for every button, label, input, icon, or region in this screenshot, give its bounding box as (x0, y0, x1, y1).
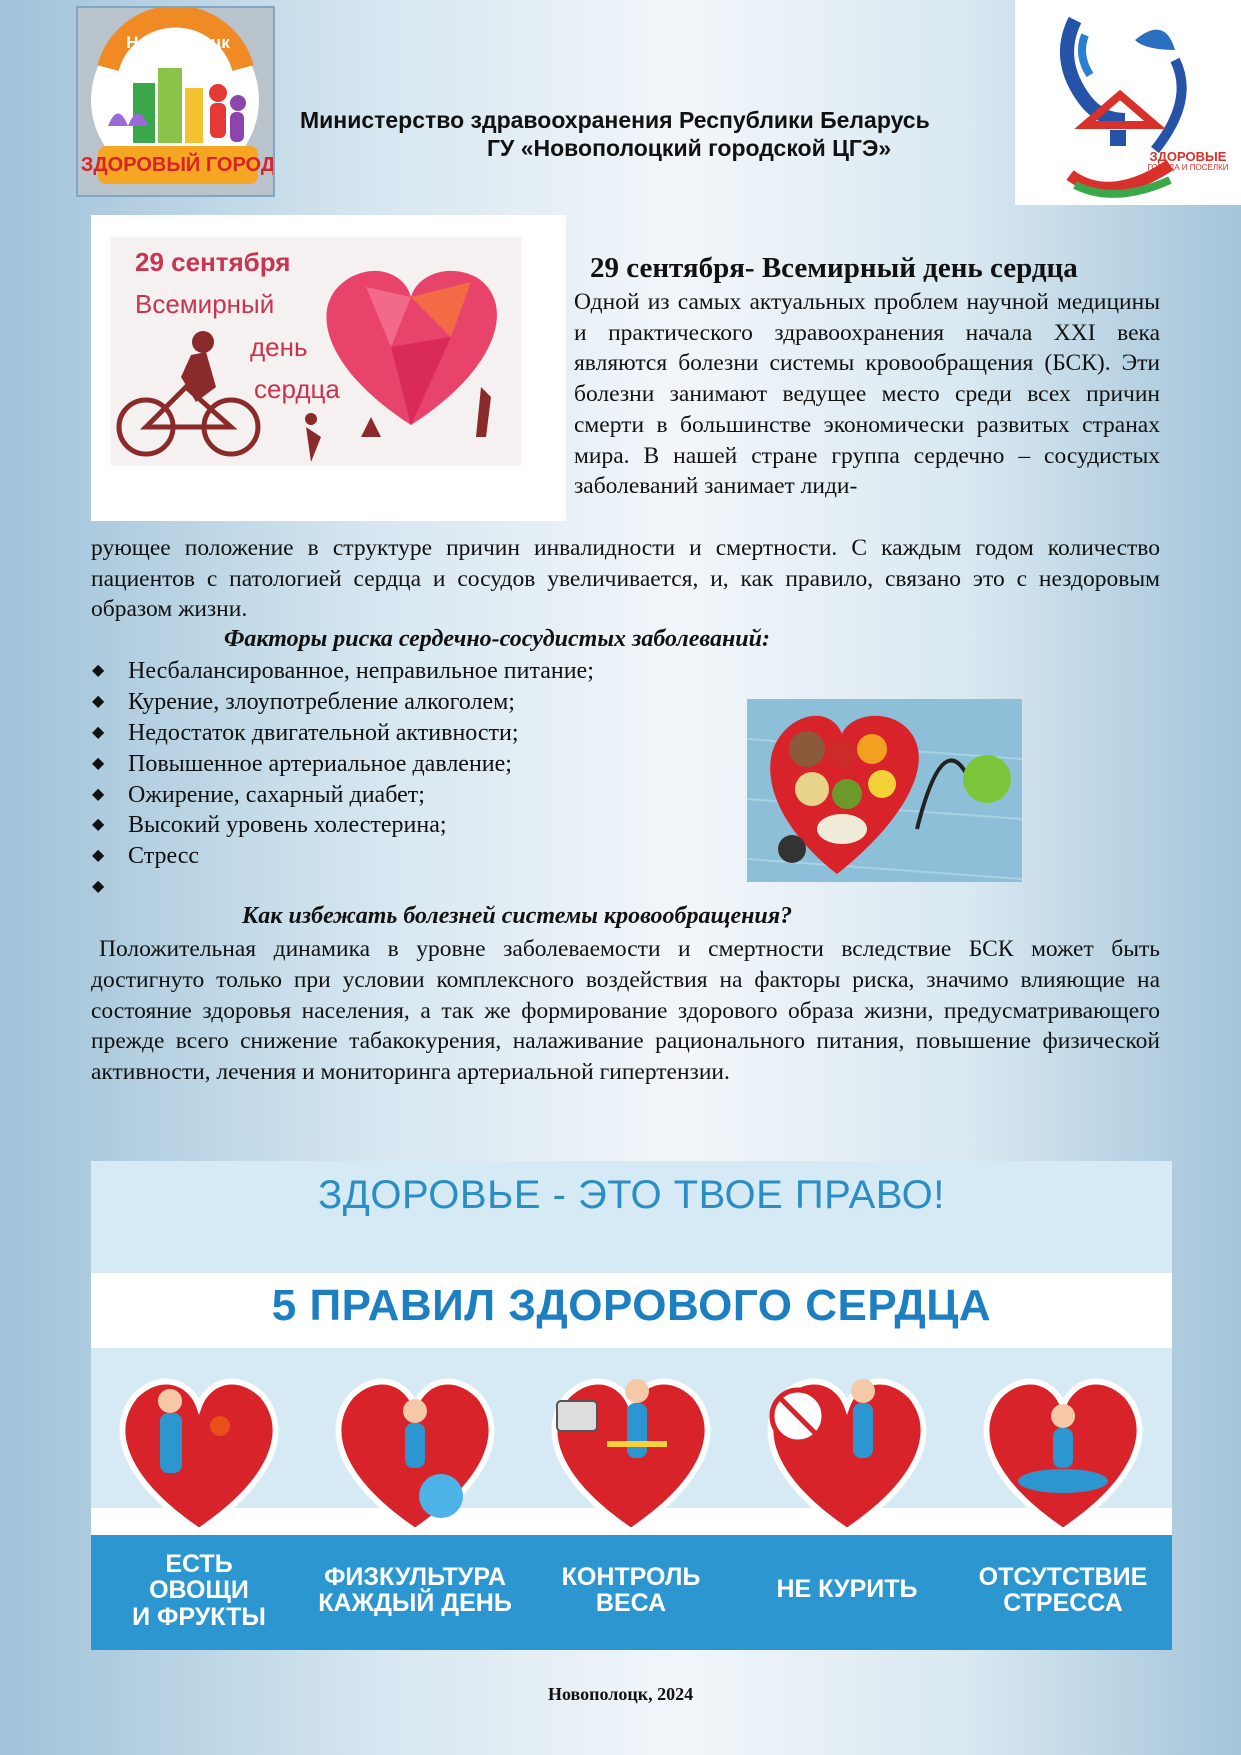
list-item: ◆ Курение, злоупотребление алкоголем; (92, 687, 594, 718)
article-title: 29 сентября- Всемирный день сердца (590, 252, 1078, 284)
rule-weight-control: КОНТРОЛЬ ВЕСА (523, 1161, 739, 1650)
logo-right-subcaption: ГОРОДА И ПОСЕЛКИ (1147, 162, 1229, 172)
healthy-food-heart-photo (747, 699, 1022, 882)
list-item: ◆ Стресс (92, 841, 594, 872)
heart-icon (753, 1371, 941, 1535)
diamond-bullet-icon: ◆ (92, 816, 105, 834)
intro-word-day: день (250, 332, 308, 362)
list-item: ◆ Высокий уровень холестерина; (92, 810, 594, 841)
header-ministry: Министерство здравоохранения Республики Беларусь (300, 107, 930, 133)
risk-factors-title: Факторы риска сердечно-сосудистых заболеваний: (224, 626, 770, 652)
diamond-bullet-icon: ◆ (92, 754, 105, 772)
poster-headline: 5 ПРАВИЛ ЗДОРОВОГО СЕРДЦА (271, 1281, 992, 1330)
heart-icon (537, 1371, 725, 1535)
header-organization: ГУ «Новополоцкий городской ЦГЭ» (487, 135, 892, 161)
intro-word-world: Всемирный (135, 289, 275, 319)
world-heart-day-image (91, 215, 566, 521)
healthy-cities-logo (1015, 0, 1241, 205)
list-item: ◆ Несбалансированное, неправильное питание; (92, 656, 594, 687)
heart-icon (321, 1371, 509, 1535)
diamond-bullet-icon: ◆ (92, 723, 105, 741)
heart-icon (969, 1371, 1157, 1535)
list-item: ◆ Недостаток двигательной активности; (92, 718, 594, 749)
heart-rules-poster (91, 1161, 1172, 1650)
rule-eat-vegetables: ЕСТЬ ОВОЩИ И ФРУКТЫ (91, 1161, 307, 1650)
article-paragraph-continued: рующее положение в структуре причин инвалидности и смертности. С каждым годом количество пациентов с патологией сердца и сосудов увеличивается, и, как правило, связано это с нездоровым образом жизни. (91, 535, 1160, 623)
poster-slogan: ЗДОРОВЬЕ - ЭТО ТВОЕ ПРАВО! (318, 1173, 945, 1217)
list-item: ◆ Повышенное артериальное давление; (92, 749, 594, 780)
footer-place-year: Новополоцк, 2024 (547, 1684, 694, 1704)
logo-left-caption: ЗДОРОВЫЙ ГОРОД (80, 154, 273, 176)
novopolotsk-healthy-city-logo (76, 6, 275, 197)
svg-text:Новополоцк: Новополоцк (126, 33, 230, 52)
intro-word-heart: сердца (254, 374, 340, 404)
diamond-bullet-icon: ◆ (92, 878, 105, 896)
intro-date: 29 сентября (135, 247, 291, 277)
diamond-bullet-icon: ◆ (92, 662, 105, 679)
list-item (92, 872, 594, 903)
logo-right-caption: ЗДОРОВЫЕ (1149, 149, 1227, 164)
rule-no-smoking: НЕ КУРИТЬ (739, 1161, 955, 1650)
article-paragraph: Одной из самых актуальных проблем научной медицины и практического здравоохранения начала XXI века являются болезни системы кровообращения (БСК). Эти болезни занимают ведущее место среди всех причин смерти в большинстве экономически развитых странах мира. В нашей стране группа сердечно – сосудистых заболеваний занимает лиди- (574, 289, 1160, 500)
diamond-bullet-icon: ◆ (92, 692, 105, 710)
prevention-paragraph: Положительная динамика в уровне заболеваемости и смертности вследствие БСК может быть достигнуто только при условии комплексного воздействия на факторы риска, значимо влияющие на состояние здоровья населения, а так же формирование здорового образа жизни, предусматривающего прежде всего снижение табакокурения, налаживание рационального питания, повышение физической активности, лечения и мониторинга артериальной гипертензии. (91, 936, 1160, 1086)
rule-no-stress: ОТСУТСТВИЕ СТРЕССА (955, 1161, 1171, 1650)
list-item: ◆ Ожирение, сахарный диабет; (92, 780, 594, 811)
heart-icon (105, 1371, 293, 1535)
risk-factors-list (92, 656, 594, 903)
diamond-bullet-icon: ◆ (92, 847, 105, 865)
diamond-bullet-icon: ◆ (92, 785, 105, 803)
prevention-title: Как избежать болезней системы кровообращения? (242, 903, 793, 929)
rule-daily-exercise: ФИЗКУЛЬТУРА КАЖДЫЙ ДЕНЬ (307, 1161, 523, 1650)
